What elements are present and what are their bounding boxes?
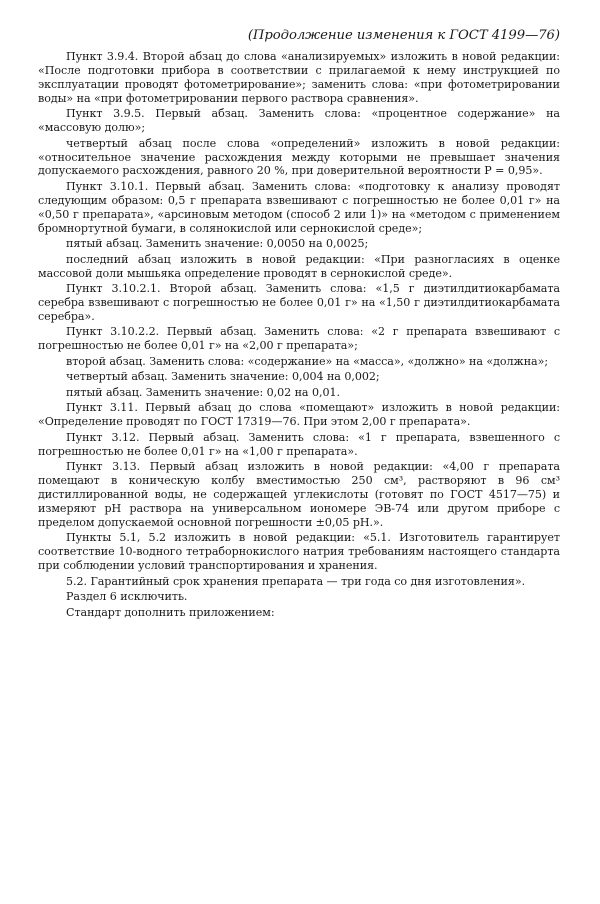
paragraph: Пункт 3.12. Первый абзац. Заменить слова: «1 г препарата, взвешенного с погрешностью не более 0,01 г» на «1,00 г препарата». bbox=[38, 430, 560, 458]
document-page bbox=[38, 28, 560, 621]
paragraph: Пункт 3.10.2.1. Второй абзац. Заменить слова: «1,5 г диэтилдитиокарбамата серебра взвешивают с погрешностью не более 0,01 г» на «1,50 г диэтилдитиокарбамата серебра». bbox=[38, 282, 560, 323]
paragraph: Пункт 3.13. Первый абзац изложить в новой редакции: «4,00 г препарата помещают в коническую колбу вместимостью 250 см³, растворяют в 96 см³ дистиллированной воды, не содержащей углекислоты (готовят по ГОСТ 4517—75) и измеряют pH раствора на универсальном иономере ЭВ-74 или другом приборе с пределом допускаемой основной погрешности ±0,05 pH.». bbox=[38, 460, 560, 529]
paragraph: Раздел 6 исключить. bbox=[66, 590, 188, 604]
paragraph: последний абзац изложить в новой редакции: «При разногласиях в оценке массовой доли мышьяка определение проводят в сернокислой среде». bbox=[38, 252, 560, 280]
paragraph: четвертый абзац. Заменить значение: 0,004 на 0,002; bbox=[66, 370, 380, 384]
paragraph: второй абзац. Заменить слова: «содержание» на «масса», «должно» на «должна»; bbox=[66, 354, 549, 368]
page-header: (Продолжение изменения к ГОСТ 4199—76) bbox=[247, 28, 560, 43]
paragraph: пятый абзац. Заменить значение: 0,0050 на 0,0025; bbox=[66, 237, 369, 251]
paragraph: 5.2. Гарантийный срок хранения препарата — три года со дня изготовления». bbox=[66, 574, 526, 588]
paragraph: Пункт 3.9.5. Первый абзац. Заменить слова: «процентное содержание» на «массовую долю»; bbox=[38, 107, 560, 135]
paragraph: Пункт 3.10.1. Первый абзац. Заменить слова: «подготовку к анализу проводят следующим образом: 0,5 г препарата взвешивают с погрешностью не более 0,01 г» на «0,50 г препарата», «арсиновым методом (способ 2 или 1)» на «методом с применением бромнортутной бумаги, в солянокислой или сернокислой среде»; bbox=[38, 179, 560, 235]
paragraph: Пункт 3.11. Первый абзац до слова «помещают» изложить в новой редакции: «Определение проводят по ГОСТ 17319—76. При этом 2,00 г препарата». bbox=[38, 401, 560, 429]
paragraph: четвертый абзац после слова «определений» изложить в новой редакции: «относительное значение расхождения между которыми не превышает значения допускаемого расхождения, равного 20 %, при доверительной вероятности P = 0,95». bbox=[38, 136, 560, 178]
paragraph: Пункты 5.1, 5.2 изложить в новой редакции: «5.1. Изготовитель гарантирует соответствие 10-водного тетраборнокислого натрия требованиям настоящего стандарта при соблюдении условий транспортирования и хранения. bbox=[38, 531, 560, 573]
paragraph: пятый абзац. Заменить значение: 0,02 на 0,01. bbox=[66, 385, 340, 399]
paragraph: Пункт 3.9.4. Второй абзац до слова «анализируемых» изложить в новой редакции: «После подготовки прибора в соответствии с прилагаемой к нему инструкцией по эксплуатации проводят фотометрирование»; заменить слова: «при фотометрировании воды» на «при фотометрировании первого раствора сравнения». bbox=[38, 50, 560, 105]
paragraph: Пункт 3.10.2.2. Первый абзац. Заменить слова: «2 г препарата взвешивают с погрешностью не более 0,01 г» на «2,00 г препарата»; bbox=[38, 325, 560, 353]
paragraph: Стандарт дополнить приложением: bbox=[66, 605, 275, 619]
